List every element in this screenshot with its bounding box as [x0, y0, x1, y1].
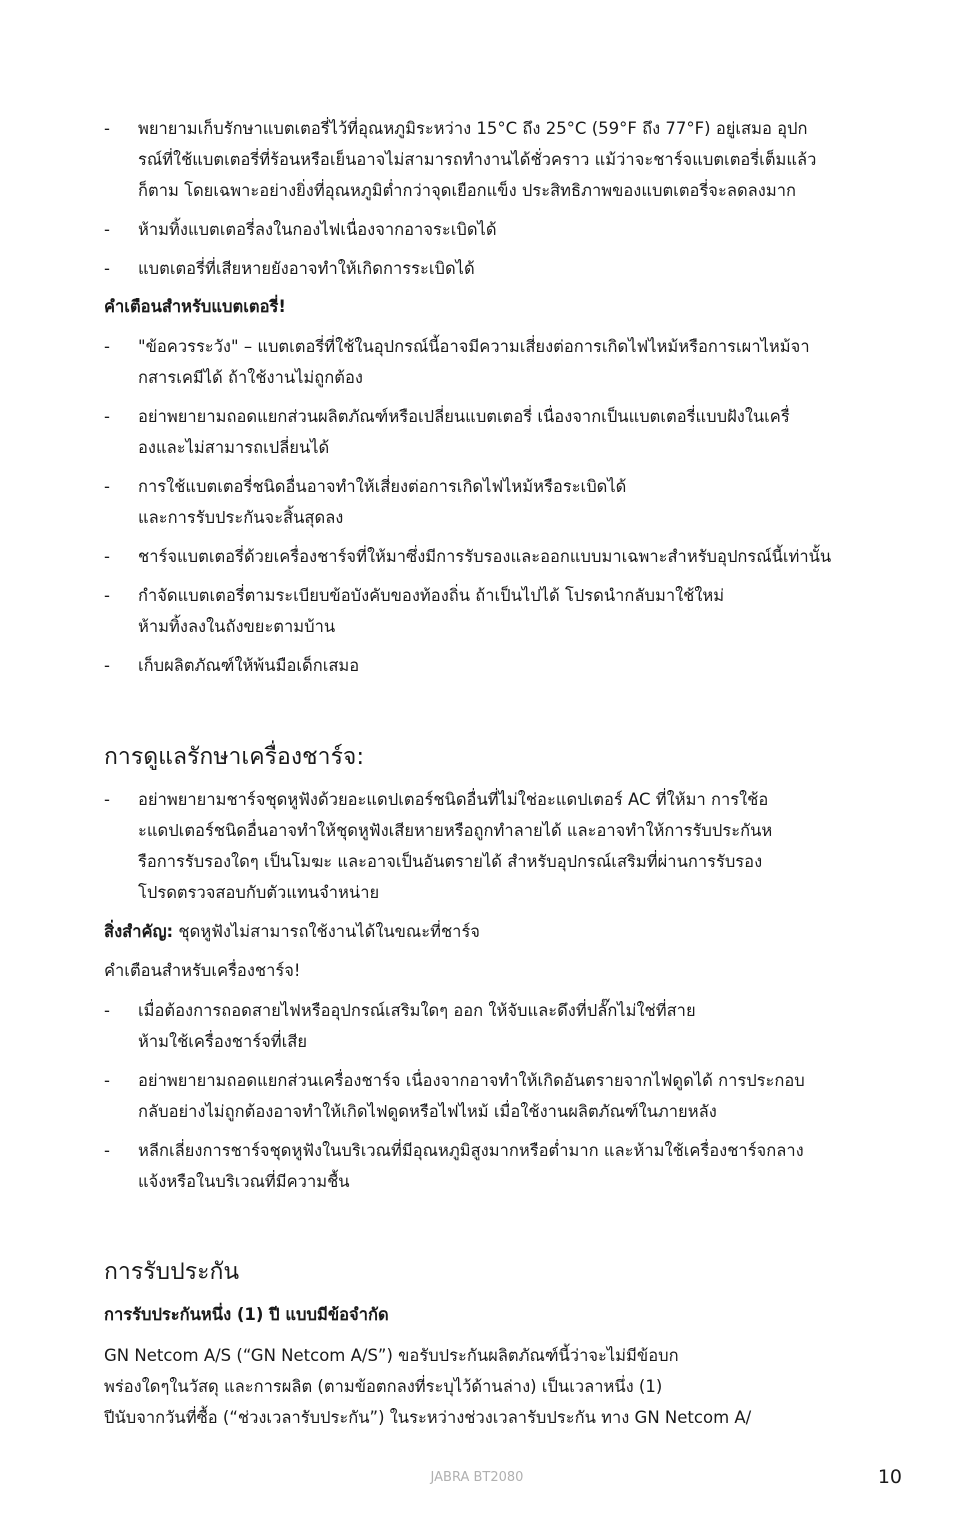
- page-number: 10: [877, 1466, 902, 1488]
- text-line: อย่าพยายามถอดแยกส่วนผลิตภัณฑ์หรือเปลี่ยนแบตเตอรี่ เนื่องจากเป็นแบตเตอรี่แบบฝังในเครื่: [138, 407, 790, 426]
- list-item: [104, 541, 854, 572]
- text-line: ห้ามทิ้งลงในถังขยะตามบ้าน: [138, 617, 336, 636]
- list-item: [104, 580, 854, 642]
- text-line: ห้ามทิ้งแบตเตอรี่ลงในกองไฟเนื่องจากอาจระเบิดได้: [138, 220, 497, 239]
- list-item: [104, 995, 854, 1057]
- bullet-dash: -: [104, 259, 110, 278]
- list-item: [104, 113, 854, 206]
- text-line: องและไม่สามารถเปลี่ยนได้: [138, 438, 330, 457]
- footer-brand: JABRA BT2080: [430, 1470, 524, 1485]
- bullet-dash: -: [104, 337, 110, 356]
- bullet-dash: -: [104, 790, 110, 809]
- important-text: ชุดหูฟังไม่สามารถใช้งานได้ในขณะที่ชาร์จ: [173, 922, 480, 941]
- text-line: GN Netcom A/S (“GN Netcom A/S”) ขอรับประกันผลิตภัณฑ์นี้ว่าจะไม่มีข้อบก: [104, 1346, 679, 1365]
- text-line: ก็ตาม โดยเฉพาะอย่างยิ่งที่อุณหภูมิต่ำกว่าจุดเยือกแข็ง ประสิทธิภาพของแบตเตอรี่จะลดลงมาก: [138, 181, 796, 200]
- warranty-heading: การรับประกัน: [104, 1259, 240, 1285]
- battery-storage-list: [104, 113, 854, 284]
- list-item: [104, 331, 854, 393]
- text-line: อย่าพยายามถอดแยกส่วนเครื่องชาร์จ เนื่องจากอาจทำให้เกิดอันตรายจากไฟดูดได้ การประกอบ: [138, 1071, 805, 1090]
- text-line: แบตเตอรี่ที่เสียหายยังอาจทำให้เกิดการระเบิดได้: [138, 259, 475, 278]
- list-item: [104, 253, 854, 284]
- battery-warning-list: [104, 331, 854, 681]
- bullet-dash: -: [104, 477, 110, 496]
- list-item: [104, 401, 854, 463]
- list-item: [104, 784, 854, 908]
- bullet-dash: -: [104, 1071, 110, 1090]
- charger-care-heading: การดูแลรักษาเครื่องชาร์จ:: [104, 744, 365, 770]
- list-item: [104, 471, 854, 533]
- warranty-paragraph: [104, 1340, 854, 1433]
- text-line: เมื่อต้องการถอดสายไฟหรืออุปกรณ์เสริมใดๆ ออก ให้จับและดึงที่ปลั๊กไม่ใช่ที่สาย: [138, 1001, 696, 1020]
- bullet-dash: -: [104, 656, 110, 675]
- text-line: กลับอย่างไม่ถูกต้องอาจทำให้เกิดไฟดูดหรือไฟไหม้ เมื่อใช้งานผลิตภัณฑ์ในภายหลัง: [138, 1102, 717, 1121]
- text-line: โปรดตรวจสอบกับตัวแทนจำหน่าย: [138, 883, 380, 902]
- text-line: อย่าพยายามชาร์จชุดหูฟังด้วยอะแดปเตอร์ชนิดอื่นที่ไม่ใช่อะแดปเตอร์ AC ที่ให้มา การใช้อ: [138, 790, 769, 809]
- important-note: [104, 916, 854, 947]
- text-line: และการรับประกันจะสิ้นสุดลง: [138, 508, 344, 527]
- text-line: รือการรับรองใดๆ เป็นโมฆะ และอาจเป็นอันตรายได้ สำหรับอุปกรณ์เสริมที่ผ่านการรับรอง: [138, 852, 763, 871]
- bullet-dash: -: [104, 1141, 110, 1160]
- text-line: กำจัดแบตเตอรี่ตามระเบียบข้อบังคับของท้องถิ่น ถ้าเป็นไปได้ โปรดนำกลับมาใช้ใหม่: [138, 586, 725, 605]
- bullet-dash: -: [104, 586, 110, 605]
- charger-warning-list: [104, 995, 854, 1197]
- text-line: เก็บผลิตภัณฑ์ให้พ้นมือเด็กเสมอ: [138, 656, 360, 675]
- text-line: พร่องใดๆในวัสดุ และการผลิต (ตามข้อตกลงที่ระบุไว้ด้านล่าง) เป็นเวลาหนึ่ง (1): [104, 1377, 663, 1396]
- charger-care-list: [104, 784, 854, 908]
- list-item: [104, 1065, 854, 1127]
- warranty-subtitle: การรับประกันหนึ่ง (1) ปี แบบมีข้อจำกัด: [104, 1305, 389, 1324]
- bullet-dash: -: [104, 119, 110, 138]
- text-line: ปีนับจากวันที่ซื้อ (“ช่วงเวลารับประกัน”) ในระหว่างช่วงเวลารับประกัน ทาง GN Netcom A/: [104, 1408, 752, 1427]
- bullet-dash: -: [104, 1001, 110, 1020]
- text-line: รณ์ที่ใช้แบตเตอรี่ที่ร้อนหรือเย็นอาจไม่สามารถทำงานได้ชั่วคราว แม้ว่าจะชาร์จแบตเตอรี่เต็มแล้ว: [138, 150, 817, 169]
- text-line: แจ้งหรือในบริเวณที่มีความชื้น: [138, 1172, 350, 1191]
- text-line: หลีกเลี่ยงการชาร์จชุดหูฟังในบริเวณที่มีอุณหภูมิสูงมากหรือต่ำมาก และห้ามใช้เครื่องชาร์จกลาง: [138, 1141, 804, 1160]
- list-item: [104, 1135, 854, 1197]
- list-item: [104, 214, 854, 245]
- text-line: การใช้แบตเตอรี่ชนิดอื่นอาจทำให้เสี่ยงต่อการเกิดไฟไหม้หรือระเบิดได้: [138, 477, 627, 496]
- text-line: กสารเคมีได้ ถ้าใช้งานไม่ถูกต้อง: [138, 368, 363, 387]
- charger-warning-title: คำเตือนสำหรับเครื่องชาร์จ!: [104, 961, 301, 980]
- battery-warning-title: คำเตือนสำหรับแบตเตอรี่!: [104, 297, 286, 316]
- bullet-dash: -: [104, 220, 110, 239]
- bullet-dash: -: [104, 407, 110, 426]
- text-line: "ข้อควรระวัง" – แบตเตอรี่ที่ใช้ในอุปกรณ์นี้อาจมีความเสี่ยงต่อการเกิดไฟไหม้หรือการเผาไหม้จา: [138, 337, 810, 356]
- important-label: สิ่งสำคัญ:: [104, 922, 174, 941]
- text-line: ชาร์จแบตเตอรี่ด้วยเครื่องชาร์จที่ให้มาซึ่งมีการรับรองและออกแบบมาเฉพาะสำหรับอุปกรณ์นี้เท่านั้น: [138, 547, 832, 566]
- list-item: [104, 650, 854, 681]
- text-line: พยายามเก็บรักษาแบตเตอรี่ไว้ที่อุณหภูมิระหว่าง 15°C ถึง 25°C (59°F ถึง 77°F) อยู่เสมอ อุปก: [138, 119, 808, 138]
- text-line: ห้ามใช้เครื่องชาร์จที่เสีย: [138, 1032, 308, 1051]
- text-line: ะแดปเตอร์ชนิดอื่นอาจทำให้ชุดหูฟังเสียหายหรือถูกทำลายได้ และอาจทำให้การรับประกันห: [138, 821, 773, 840]
- bullet-dash: -: [104, 547, 110, 566]
